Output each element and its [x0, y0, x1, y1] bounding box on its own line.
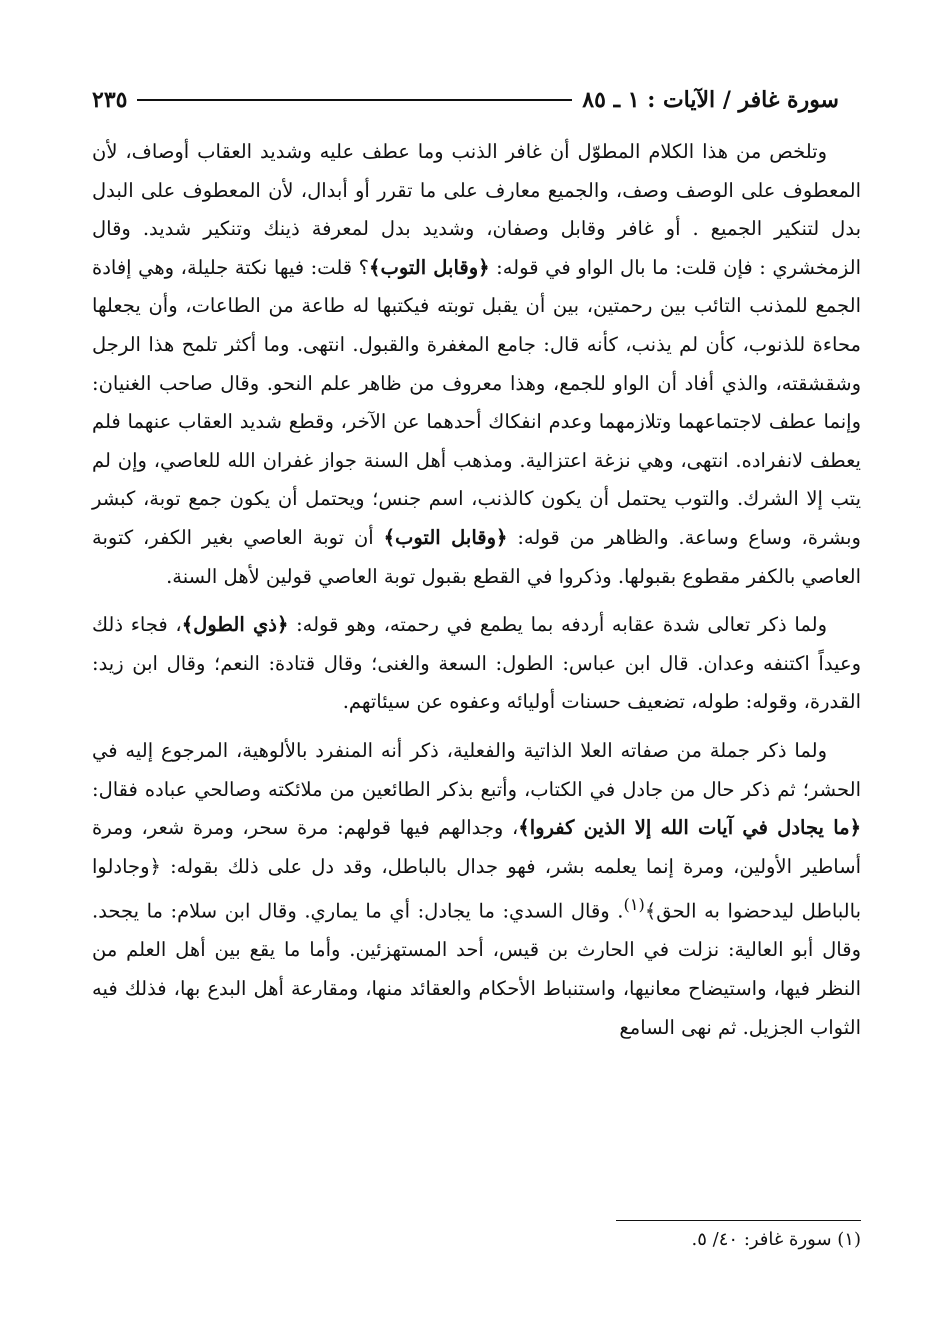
quran-quote: ﴿وقابل التوب﴾ — [383, 525, 508, 549]
text-segment: وتلخص من هذا الكلام المطوّل أن غافر الذنب وما عطف عليه وشديد العقاب أوصاف، لأن المعطوف على الوصف وصف، والجميع معارف على ما تقرر أو أبدال، لأن المعطوف على البدل بدل لتنكير الجميع . أو غافر وقابل وصفان، وشديد بدل لمعرفة ذينك وتنكير شديد. وقال الزمخشري : فإن قلت: ما بال الواو في قوله: — [92, 140, 861, 279]
page-number: ٢٣٥ — [92, 87, 128, 113]
text-segment: . وقال السدي: ما يجادل: أي ما يماري. وقال ابن سلام: ما يجحد. وقال أبو العالية: نزلت في الحارث بن قيس، أحد المستهزئين. وأما ما يقع بين أهل العلم من النظر فيها، واستيضاح معانيها، واستنباط الأحكام والعقائد منها، ومقارعة أهل البدع بها، فذلك فيه الثواب الجزيل. ثم نهى السامع — [92, 899, 861, 1039]
quran-quote: ﴿وجادلوا بالباطل ليدحضوا به الحق﴾ — [92, 854, 861, 923]
text-segment: ولما ذكر جملة من صفاته العلا الذاتية والفعلية، ذكر أنه المنفرد بالألوهية، المرجوع إليه في الحشر؛ ثم ذكر حال من جادل في الكتاب، وأتبع بذكر الطائعين من ملائكته وصالحي عباده فقال: — [92, 738, 861, 801]
text-segment: ، وجدالهم فيها قولهم: مرة سحر، ومرة شعر، ومرة أساطير الأولين، ومرة إنما يعلمه بشر، فهو جدال بالباطل، وقد دل على ذلك بقوله: — [92, 816, 861, 878]
body-text — [92, 133, 861, 1047]
text-segment: ولما ذكر تعالى شدة عقابه أردفه بما يطمع في رحمته، وهو قوله: — [288, 613, 827, 637]
paragraph-2 — [92, 606, 861, 722]
text-segment: أن توبة العاصي بغير الكفر، كتوبة العاصي بالكفر مقطوع بقبولها. وذكروا في القطع بقبول توبة العاصي قولين لأهل السنة. — [92, 525, 861, 588]
header-rule — [137, 99, 572, 101]
quran-quote: ﴿ذي الطول﴾ — [181, 613, 289, 637]
paragraph-1 — [92, 133, 861, 596]
footnote-marker: (١) — [623, 895, 645, 915]
running-title: سورة غافر / الآيات : ١ ـ ٨٥ — [582, 87, 839, 113]
page-header — [92, 82, 839, 118]
footnote: (١) سورة غافر: ٤٠/ ٥. — [691, 1229, 861, 1250]
quran-quote: ﴿ما يجادل في آيات الله إلا الذين كفروا﴾ — [518, 816, 862, 840]
paragraph-3 — [92, 732, 861, 1047]
quran-quote: ﴿وقابل التوب﴾ — [369, 255, 490, 279]
text-segment: ، فجاء ذلك وعيداً اكتنفه وعدان. قال ابن عباس: الطول: السعة والغنى؛ وقال قتادة: النعم؛ وقال ابن زيد: القدرة، وقوله: طوله، تضعيف حسنات أوليائه وعفوه عن سيئاتهم. — [92, 613, 861, 714]
text-segment: ؟ قلت: فيها نكتة جليلة، وهي إفادة الجمع للمذنب التائب بين رحمتين، بين أن يقبل توبته فيكتبها له طاعة من الطاعات، وأن يجعلها محاءة للذنوب، كأن لم يذنب، كأنه قال: جامع المغفرة والقبول. انتهى. وما أكثر تلمح هذا الرجل وشقشقته، والذي أفاد أن الواو للجمع، وهذا معروف من ظاهر علم النحو. وقال صاحب الغنيان: وإنما عطف لاجتماعهما وتلازمهما وعدم انفكاك أحدهما عن الآخر، وقطع شديد العقاب عنهما فلم يعطف لانفراده. انتهى، وهي نزغة اعتزالية. ومذهب أهل السنة جواز غفران الله للعاصي، وإن لم يتب إلا الشرك. والتوب يحتمل أن يكون كالذنب، اسم جنس؛ ويحتمل أن يكون جمع توبة، كبشر وبشرة، وساع وساعة. والظاهر من قوله: — [92, 255, 861, 549]
footnote-rule — [616, 1220, 861, 1221]
